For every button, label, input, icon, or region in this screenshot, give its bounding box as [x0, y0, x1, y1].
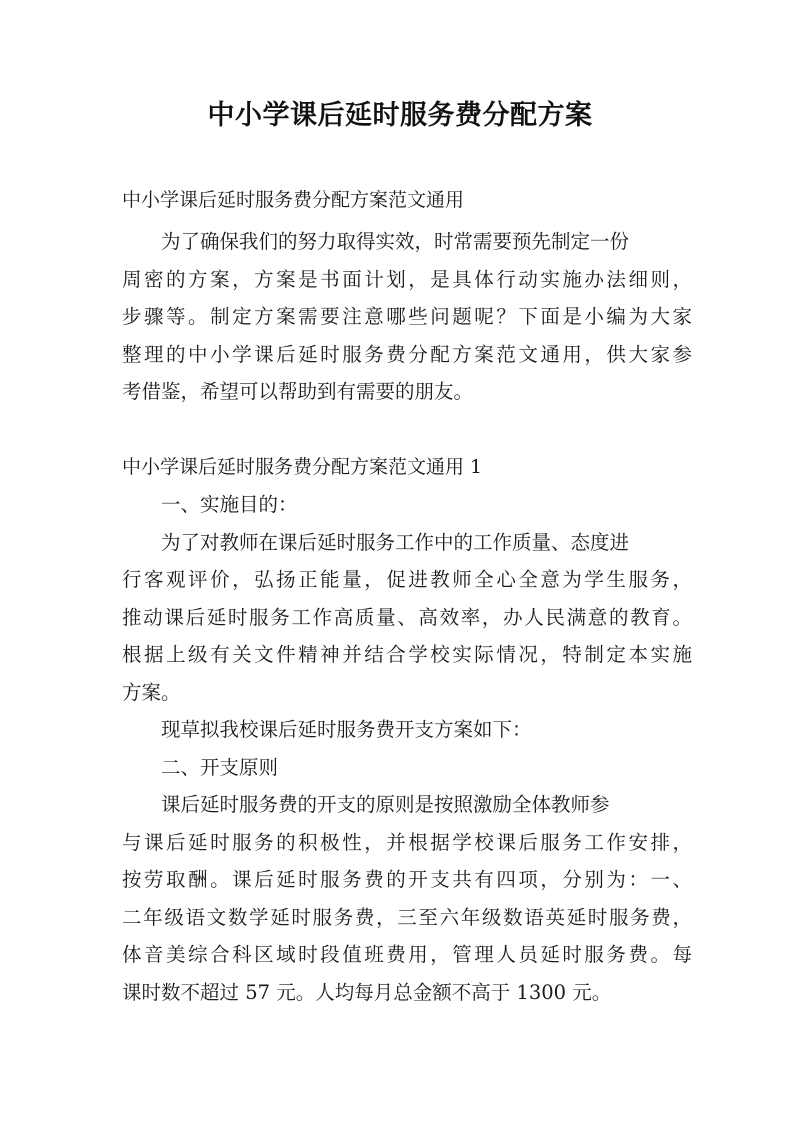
- plan-line: 现草拟我校课后延时服务费开支方案如下：: [161, 718, 532, 741]
- paragraph-line: 整理的中小学课后延时服务费分配方案范文通用，供大家参: [122, 342, 692, 366]
- purpose-heading: 一、实施目的：: [161, 493, 298, 516]
- paragraph-line: 课时数不超过 57 元。人均每月总金额不高于 1300 元。: [122, 980, 612, 1004]
- paragraph-line: 考借鉴，希望可以帮助到有需要的朋友。: [122, 380, 474, 403]
- paragraph-line: 行客观评价，弘扬正能量，促进教师全心全意为学生服务，: [122, 568, 692, 591]
- intro-heading: 中小学课后延时服务费分配方案范文通用: [122, 189, 465, 211]
- paragraph-line: 根据上级有关文件精神并结合学校实际情况，特制定本实施: [122, 643, 692, 666]
- paragraph-line: 为了确保我们的努力取得实效，时常需要预先制定一份: [161, 230, 630, 253]
- paragraph-line: 按劳取酬。课后延时服务费的开支共有四项，分别为：一、: [122, 868, 692, 891]
- paragraph-line: 课后延时服务费的开支的原则是按照激励全体教师参: [161, 793, 610, 816]
- section1-heading: 中小学课后延时服务费分配方案范文通用 1: [122, 456, 483, 478]
- intro-paragraph: [122, 223, 692, 411]
- paragraph-line: 周密的方案，方案是书面计划，是具体行动实施办法细则，: [122, 267, 692, 291]
- paragraph-line: 方案。: [122, 680, 181, 704]
- purpose-block: [122, 486, 692, 1011]
- paragraph-line: 步骤等。制定方案需要注意哪些问题呢？下面是小编为大家: [122, 305, 692, 328]
- paragraph-line: 与课后延时服务的积极性，并根据学校课后服务工作安排，: [122, 830, 692, 854]
- paragraph-line: 为了对教师在课后延时服务工作中的工作质量、态度进: [161, 530, 630, 554]
- paragraph-line: 体音美综合科区域时段值班费用，管理人员延时服务费。每: [122, 943, 692, 966]
- paragraph-line: 二年级语文数学延时服务费，三至六年级数语英延时服务费，: [122, 905, 692, 929]
- document-title: 中小学课后延时服务费分配方案: [207, 100, 593, 131]
- principle-heading: 二、开支原则: [161, 755, 279, 779]
- paragraph-line: 推动课后延时服务工作高质量、高效率，办人民满意的教育。: [122, 605, 692, 629]
